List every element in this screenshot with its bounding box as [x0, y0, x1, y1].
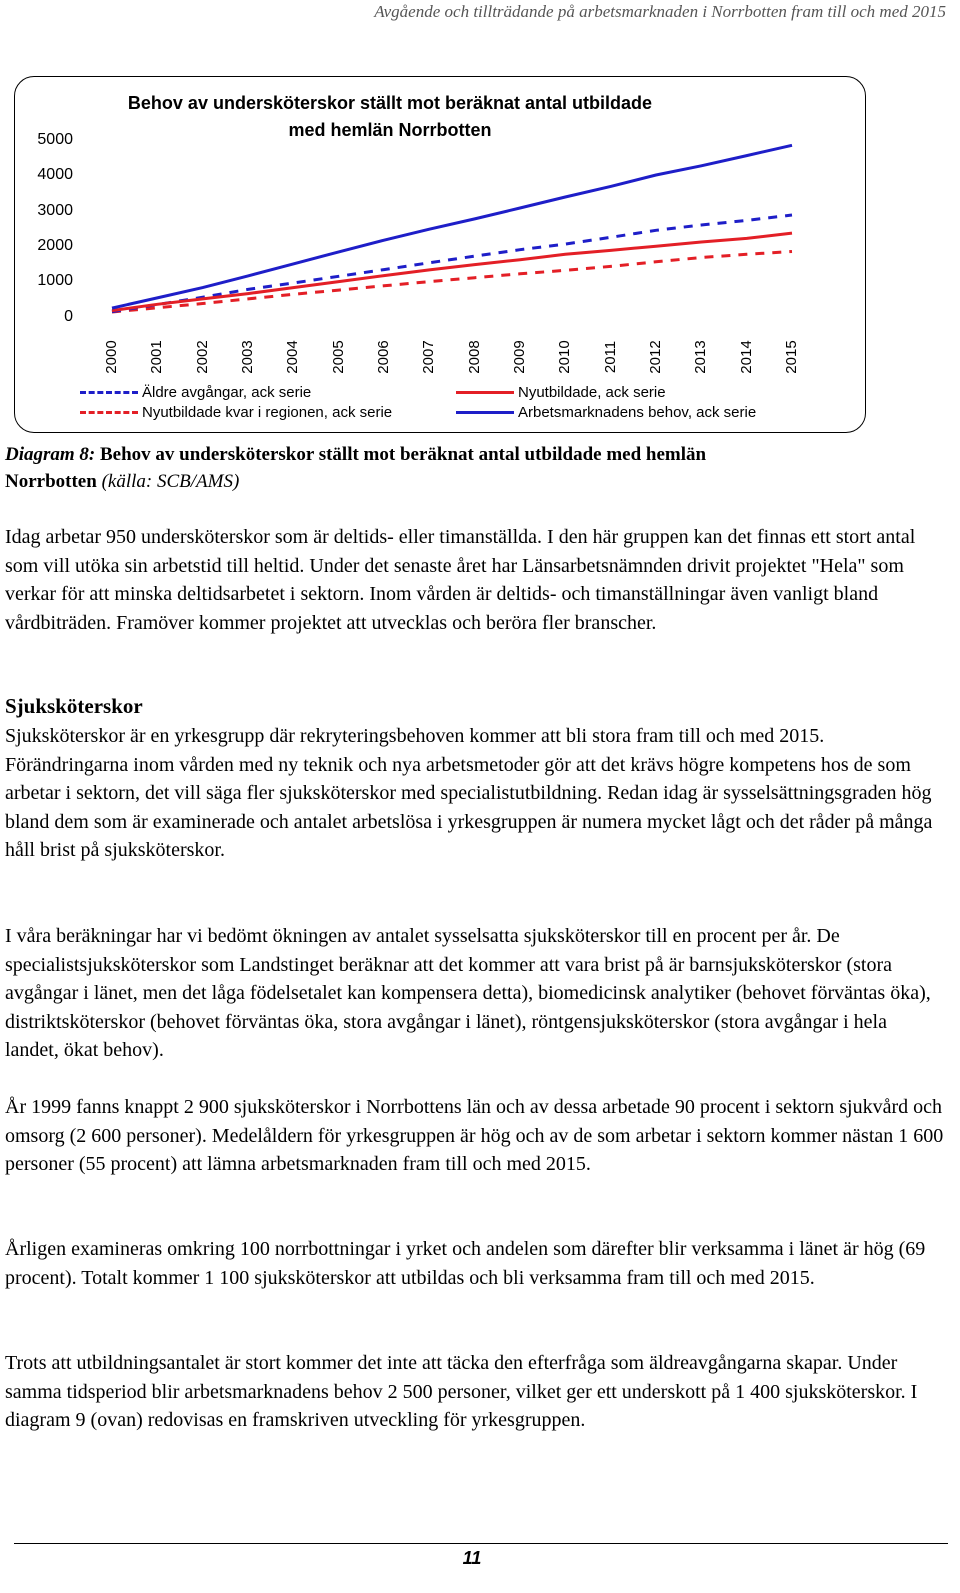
paragraph: Sjuksköterskor är en yrkesgrupp där rekryteringsbehoven kommer att bli stora fram till och med 2015. Förändringarna inom vården med ny teknik och nya arbetsmetoder gör att det krävs högre kompetens hos de som arbetar i sektorn, det vill säga fler sjuksköterskor med specialistutbildning. Redan idag är sysselsättningsgraden hög bland dem som är examinerade och antalet arbetslösa i yrkesgruppen är numera mycket lågt och det råder på många håll brist på sjuksköterskor.	[5, 725, 933, 862]
legend-item-nyutbildade-kvar	[80, 404, 392, 421]
running-header: Avgående och tillträdande på arbetsmarknaden i Norrbotten fram till och med 2015	[374, 2, 946, 21]
x-tick-label: 2000	[103, 340, 120, 374]
y-tick-label: 2000	[37, 237, 73, 254]
x-tick-label: 2008	[465, 340, 483, 374]
y-tick-label: 1000	[37, 272, 73, 289]
x-tick-label: 2011	[601, 340, 619, 374]
caption-text2: Norrbotten	[5, 471, 97, 492]
y-tick-label: 4000	[37, 166, 73, 183]
legend-swatch-blue-dashed	[80, 391, 138, 394]
legend-label: Nyutbildade kvar i regionen, ack serie	[142, 404, 393, 421]
legend-label: Nyutbildade, ack serie	[518, 384, 666, 401]
diagram-caption	[5, 441, 925, 495]
caption-text: Behov av undersköterskor ställt mot beräknat antal utbildade med hemlän	[95, 444, 707, 465]
chart-title-line2: med hemlän Norrbotten	[288, 120, 492, 140]
paragraph: I våra beräkningar har vi bedömt ökningen av antalet sysselsatta sjuksköterskor till en procent per år. De specialistsjuksköterskor som Landstinget beräknar att det kommer att vara brist på är barnsjuksköterskor (stora avgångar i länet, men det låga födelsetalet kan kompensera detta), biomedicinsk analytiker (behovet förväntas öka), distriktsköterskor (behovet förväntas öka, stora avgångar i länet), röntgensjuksköterskor (stora avgångar i hela landet, ökat behov).	[5, 925, 931, 1062]
caption-source: (källa: SCB/AMS)	[96, 471, 240, 492]
x-tick-label: 2009	[511, 340, 528, 374]
y-tick-label: 3000	[37, 202, 73, 219]
x-tick-label: 2001	[148, 340, 166, 374]
footer-rule	[14, 1543, 948, 1544]
legend-label: Arbetsmarknadens behov, ack serie	[518, 404, 757, 421]
x-tick-label: 2005	[329, 340, 347, 374]
paragraph: Årligen examineras omkring 100 norrbottningar i yrket och andelen som därefter blir verksamma i länet är hög (69 procent). Totalt kommer 1 100 sjuksköterskor att utbildas och bli verksamma fram till och med 2015.	[5, 1238, 926, 1289]
x-tick-label: 2002	[193, 340, 211, 374]
chart-plot	[0, 0, 960, 440]
y-tick-label: 0	[64, 308, 73, 325]
legend-item-nyutbildade	[456, 384, 666, 401]
x-tick-label: 2004	[284, 340, 302, 374]
x-tick-label: 2010	[556, 340, 574, 374]
x-tick-label: 2003	[239, 340, 256, 374]
legend-swatch-red-solid	[456, 391, 514, 394]
legend-item-aldre	[80, 384, 311, 401]
legend-item-behov	[456, 404, 756, 421]
page-number: 11	[462, 1548, 482, 1568]
series-line-2	[112, 233, 792, 311]
x-tick-label: 2007	[420, 340, 438, 374]
x-tick-label: 2013	[692, 340, 710, 374]
x-tick-label: 2014	[737, 340, 755, 374]
legend-swatch-blue-solid	[456, 411, 514, 414]
paragraph: Trots att utbildningsantalet är stort kommer det inte att täcka den efterfråga som äldreavgångarna skapar. Under samma tidsperiod blir arbetsmarknadens behov 2 500 personer, vilket ger ett underskott på 1 400 sjuksköterskor. I diagram 9 (ovan) redovisas en framskriven utveckling för yrkesgruppen.	[5, 1352, 918, 1432]
x-tick-label: 2012	[647, 340, 664, 374]
caption-label: Diagram 8:	[5, 444, 96, 465]
legend-label: Äldre avgångar, ack serie	[142, 384, 312, 401]
x-tick-label: 2006	[375, 340, 392, 374]
x-tick-label: 2015	[783, 340, 800, 374]
legend-swatch-red-dashed	[80, 411, 138, 414]
section-heading: Sjuksköterskor	[5, 694, 143, 718]
paragraph: År 1999 fanns knappt 2 900 sjuksköterskor i Norrbottens län och av dessa arbetade 90 procent i sektorn sjukvård och omsorg (2 600 personer). Medelåldern för yrkesgruppen är hög och av de som arbetar i sektorn kommer nästan 1 600 personer (55 procent) att lämna arbetsmarknaden fram till och med 2015.	[5, 1096, 944, 1176]
y-tick-label: 5000	[37, 131, 73, 148]
chart-title-line1: Behov av undersköterskor ställt mot beräknat antal utbildade	[127, 93, 653, 113]
paragraph: Idag arbetar 950 undersköterskor som är deltids- eller timanställda. I den här gruppen kan det finnas ett stort antal som vill utöka sin arbetstid till heltid. Under det senaste året har Länsarbetsnämnden drivit projektet "Hela" som verkar för att minska deltidsarbetet i sektorn. Inom vården är deltids- och timanställningar även vanligt bland vårdbiträden. Framöver kommer projektet att utvecklas och beröra fler branscher.	[5, 526, 916, 634]
